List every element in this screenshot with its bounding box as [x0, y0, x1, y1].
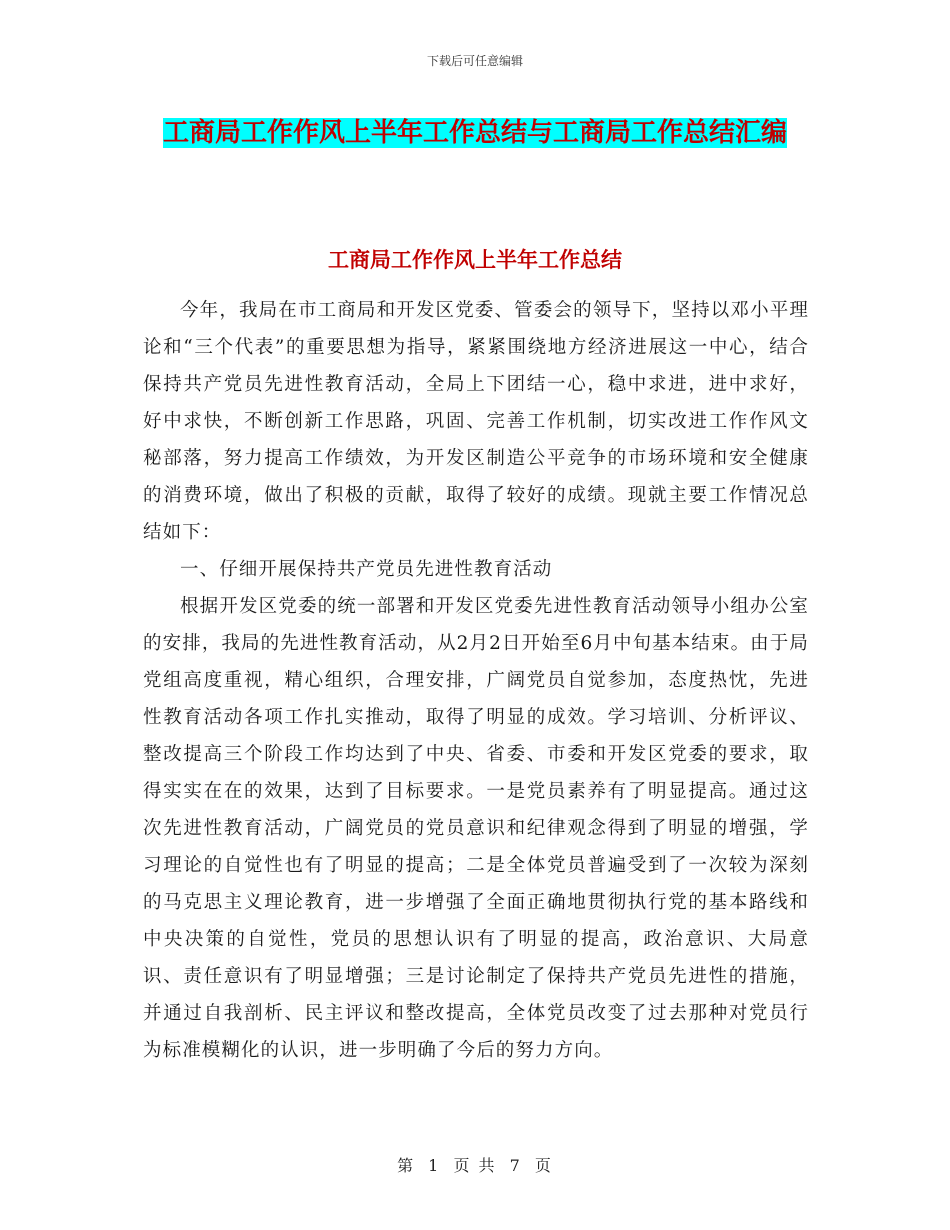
page-footer: [0, 1153, 950, 1176]
paragraph: 根据开发区党委的统一部署和开发区党委先进性教育活动领导小组办公室的安排，我局的先进性教育活动，从2月2日开始至6月中旬基本结束。由于局党组高度重视，精心组织，合理安排，广阔党员自觉参加，态度热忱，先进性教育活动各项工作扎实推动，取得了明显的成效。学习培训、分析评议、整改提高三个阶段工作均达到了中央、省委、市委和开发区党委的要求，取得实实在在的效果，达到了目标要求。一是党员素养有了明显提高。通过这次先进性教育活动，广阔党员的党员意识和纪律观念得到了明显的增强，学习理论的自觉性也有了明显的提高；二是全体党员普遍受到了一次较为深刻的马克思主义理论教育，进一步增强了全面正确地贯彻执行党的基本路线和中央决策的自觉性，党员的思想认识有了明显的提高，政治意识、大局意识、责任意识有了明显增强；三是讨论制定了保持共产党员先进性的措施，并通过自我剖析、民主评议和整改提高，全体党员改变了过去那种对党员行为标准模糊化的认识，进一步明确了今后的努力方向。: [143, 596, 809, 1061]
document-title: [140, 110, 810, 156]
footer-mid: 页 共: [453, 1156, 497, 1175]
footer-suffix: 页: [534, 1156, 553, 1175]
paragraph: 今年，我局在市工商局和开发区党委、管委会的领导下，坚持以邓小平理论和“三个代表”的重要思想为指导，紧紧围绕地方经济进展这一中心，结合保持共产党员先进性教育活动，全局上下团结一心，稳中求进，进中求好，好中求快，不断创新工作思路，巩固、完善工作机制，切实改进工作作风文秘部落，努力提高工作绩效，为开发区制造公平竞争的市场环境和安全健康的消费环境，做出了积极的贡献，取得了较好的成绩。现就主要工作情况总结如下：: [143, 300, 809, 543]
document-title-text: 工商局工作作风上半年工作总结与工商局工作总结汇编: [162, 118, 787, 148]
footer-prefix: 第: [397, 1156, 416, 1175]
subheading: 一、仔细开展保持共产党员先进性教育活动: [180, 559, 553, 580]
header-note: 下载后可任意编辑: [426, 54, 523, 68]
page-number: 1: [428, 1156, 441, 1175]
page-total: 7: [509, 1156, 522, 1175]
document-body: [143, 292, 809, 1069]
section-title: 工商局工作作风上半年工作总结: [328, 248, 622, 272]
